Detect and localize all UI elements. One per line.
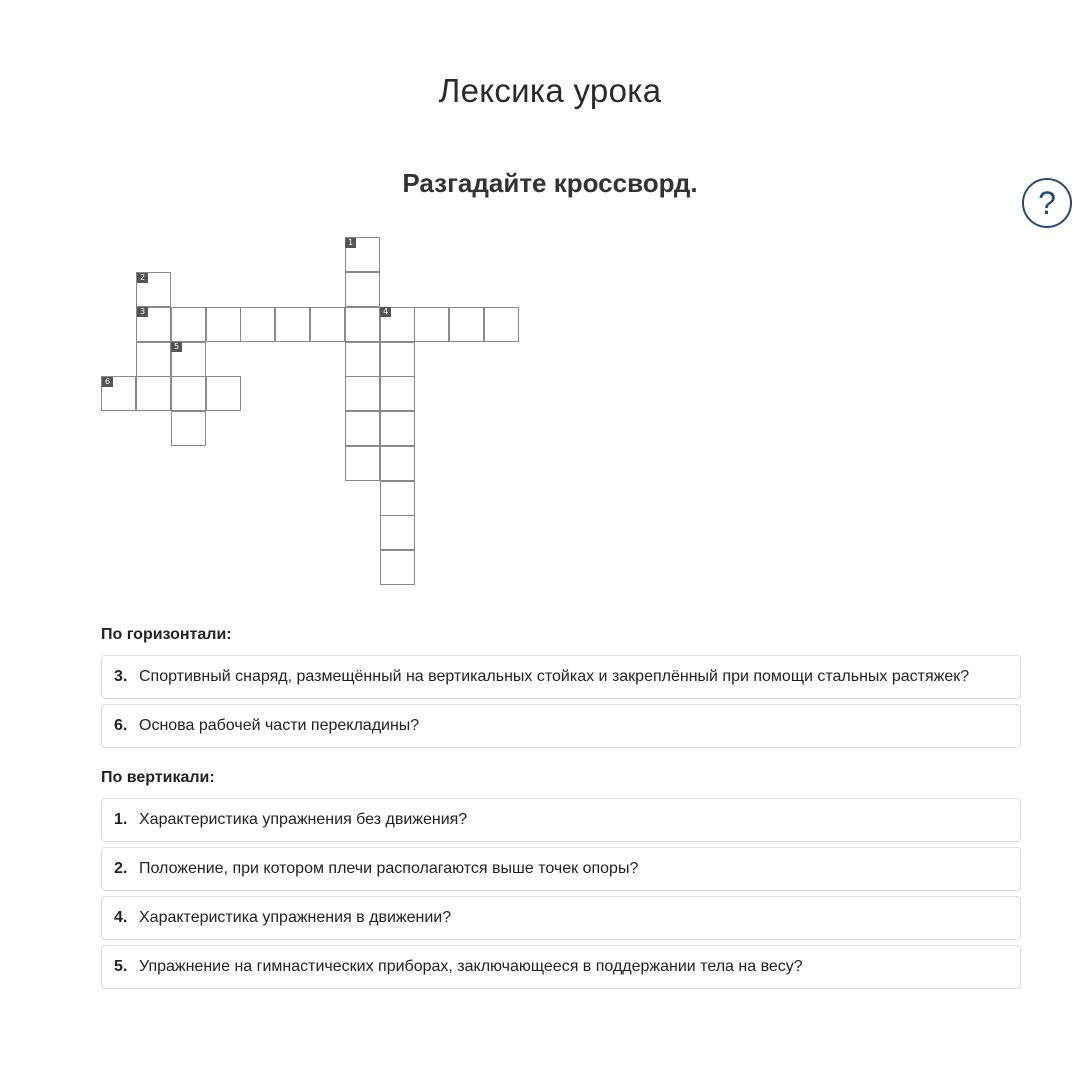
clue-item[interactable] [101, 847, 1021, 891]
crossword-cell[interactable] [414, 307, 449, 342]
crossword-cell[interactable] [345, 376, 380, 411]
clue-number: 5. [114, 958, 128, 975]
crossword-cell[interactable] [380, 550, 415, 585]
crossword-cell[interactable] [345, 411, 380, 446]
crossword-cell[interactable] [206, 307, 241, 342]
crossword-cell[interactable] [275, 307, 310, 342]
crossword-cell[interactable] [380, 342, 415, 377]
clue-text: Спортивный снаряд, размещённый на вертикальных стойках и закреплённый при помощи стальных растяжек? [139, 668, 970, 685]
crossword-cell[interactable] [380, 411, 415, 446]
clue-number-3: 3 [137, 307, 148, 317]
clue-number: 3. [114, 668, 128, 685]
clue-number-5: 5 [171, 342, 182, 352]
clue-number-1: 1 [345, 238, 356, 248]
clue-number: 4. [114, 909, 128, 926]
clue-text: Характеристика упражнения в движении? [139, 909, 452, 926]
crossword-cell[interactable] [380, 481, 415, 516]
clue-number: 2. [114, 860, 128, 877]
clue-number-2: 2 [137, 273, 148, 283]
clue-number-4: 4 [380, 307, 391, 317]
clue-number-6: 6 [102, 377, 113, 387]
clue-item[interactable] [101, 655, 1021, 699]
lesson-title: Лексика урока [438, 72, 662, 109]
crossword-cell[interactable] [310, 307, 345, 342]
clue-item[interactable] [101, 896, 1021, 940]
clue-text: Упражнение на гимнастических приборах, заключающееся в поддержании тела на весу? [139, 958, 803, 975]
crossword-cell[interactable] [171, 376, 206, 411]
crossword-cell[interactable] [136, 342, 171, 377]
crossword-cell[interactable] [380, 446, 415, 481]
crossword-cell[interactable] [345, 307, 380, 342]
crossword-cell[interactable] [345, 272, 380, 307]
vertical-heading: По вертикали: [101, 769, 215, 786]
clue-text: Характеристика упражнения без движения? [139, 811, 468, 828]
crossword-cell[interactable] [171, 307, 206, 342]
crossword-cell[interactable] [240, 307, 275, 342]
clue-item[interactable] [101, 704, 1021, 748]
crossword-cell[interactable] [380, 376, 415, 411]
crossword-cell[interactable] [484, 307, 519, 342]
crossword-cell[interactable] [380, 515, 415, 550]
clue-item[interactable] [101, 945, 1021, 989]
task-title: Разгадайте кроссворд. [402, 168, 698, 198]
horizontal-heading: По горизонтали: [101, 626, 232, 643]
help-button[interactable]: ? [1022, 178, 1072, 228]
crossword-cell[interactable] [345, 446, 380, 481]
crossword-cell[interactable] [345, 342, 380, 377]
clue-text: Основа рабочей части перекладины? [139, 717, 420, 734]
clue-number: 1. [114, 811, 128, 828]
crossword-cell[interactable] [206, 376, 241, 411]
clue-number: 6. [114, 717, 128, 734]
clue-text: Положение, при котором плечи располагаются выше точек опоры? [139, 860, 639, 877]
clue-item[interactable] [101, 798, 1021, 842]
crossword-cell[interactable] [171, 411, 206, 446]
crossword-cell[interactable] [449, 307, 484, 342]
crossword-cell[interactable] [136, 376, 171, 411]
